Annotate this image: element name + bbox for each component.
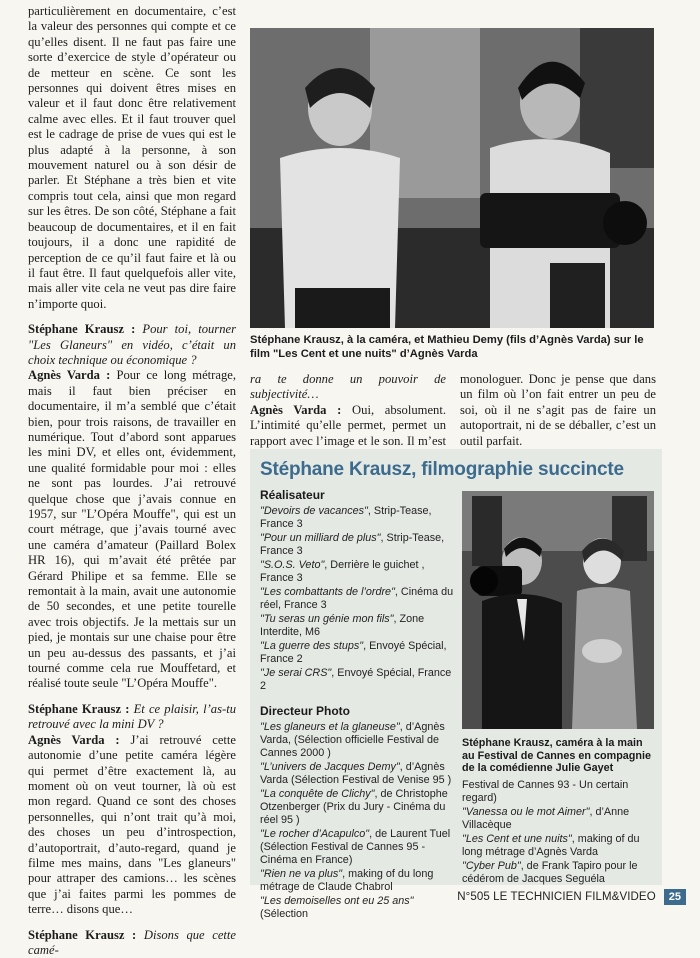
filmography-entry — [462, 779, 658, 805]
paragraph-text: Et ce plaisir, l’as-tu retrouvé avec la mini DV ? — [28, 701, 236, 732]
entry-title: "Vanessa ou le mot Aimer" — [462, 806, 590, 818]
filmography-entry — [260, 895, 460, 921]
filmography-entry — [260, 788, 460, 827]
entry-title: "Les glaneurs et la glaneuse" — [260, 721, 400, 733]
article-column-1 — [28, 4, 236, 958]
entry-title: "Cyber Pub" — [462, 860, 521, 872]
entry-details: , d’Anne Villacèque — [462, 806, 630, 831]
page-number: 25 — [664, 889, 686, 905]
photo-illustration — [462, 491, 654, 729]
filmography-list-continued — [462, 779, 658, 887]
filmography-entry — [260, 532, 460, 558]
filmography-entry — [260, 667, 460, 693]
paragraph-text: Disons que cette camé- — [28, 927, 236, 957]
paragraph — [28, 368, 236, 692]
filmography-entry — [462, 860, 658, 886]
entry-title: "Les Cent et une nuits" — [462, 833, 572, 845]
speaker-name: Stéphane Krausz : — [28, 927, 137, 942]
paragraph — [28, 733, 236, 918]
entry-title: "L’univers de Jacques Demy" — [260, 761, 400, 773]
entry-title: "Rien ne va plus" — [260, 868, 343, 880]
entry-details: Festival de Cannes 93 - Un certain regard) — [462, 779, 629, 804]
entry-details: , Strip-Tease, France 3 — [260, 532, 445, 557]
filmography-entry — [462, 806, 658, 832]
entry-title: "Le rocher d’Acapulco" — [260, 828, 370, 840]
entry-title: "La guerre des stups" — [260, 640, 364, 652]
paragraph-text: monologuer. Donc je pense que dans un film où l’on fait entrer un peu de soi, où il ne s’agit pas de faire un autoportrait, ni de se déballer, c’est un outil parfait. — [460, 372, 656, 448]
entry-title: "Tu seras un génie mon fils" — [260, 613, 394, 625]
filmography-entry — [260, 721, 460, 760]
paragraph — [28, 928, 236, 958]
section-heading: Directeur Photo — [260, 704, 351, 718]
photo-caption: Stéphane Krausz, à la caméra, et Mathieu Demy (fils d’Agnès Varda) sur le film "Les Cent et une nuits" d’Agnès Varda — [250, 334, 644, 360]
entry-title: "Devoirs de vacances" — [260, 505, 368, 517]
paragraph — [28, 322, 236, 368]
entry-title: "Les demoiselles ont eu 25 ans" — [260, 895, 414, 907]
filmography-entry — [260, 828, 460, 867]
paragraph — [460, 372, 656, 449]
paragraph — [28, 4, 236, 312]
speaker-name: Agnès Varda : — [28, 732, 120, 747]
paragraph-text: J’ai retrouvé cette autonomie d’une petite caméra légère qui permet d’être exactement là, au moment où on veut tourner, là où est mon regard. Quand ce sont des choses personnelles, qui n’ont trait qu’à moi, des choses un peu d’introspection, d’autoportrait, d’auto-regard, quand je filme mes mains, dans "Les glaneurs" pour attraper des camions… les scènes que j’ai faites parmi les pommes de terre… disons que… — [28, 732, 236, 917]
entry-details: , Envoyé Spécial, France 2 — [260, 667, 452, 692]
filmography-entry — [260, 613, 460, 639]
paragraph — [250, 372, 446, 403]
paragraph-text: ra te donne un pouvoir de subjectivité… — [250, 372, 446, 402]
entry-title: "Les combattants de l’ordre" — [260, 586, 395, 598]
entry-details: , Derrière le guichet , France 3 — [260, 559, 425, 584]
entry-details: , Envoyé Spécial, France 2 — [260, 640, 447, 665]
article-column-3 — [460, 372, 656, 449]
speaker-name: Agnès Varda : — [28, 368, 111, 383]
speaker-name: Stéphane Krausz : — [28, 322, 136, 337]
filmography-list — [260, 487, 460, 922]
page-footer — [457, 888, 686, 906]
paragraph-text: Pour ce long métrage, mais il faut bien préciser en documentaire, il m’a semblé que c’était bien, pour trois raisons, de travailler en numérique. Tout d’abord sont apparues les mini DV, et elles ont, évidemment, une qualité formidable pour moi : elles ne sont pas lourdes. J’ai retrouvé quelque chose que j’avais connue en 1957, sur "L’Opéra Mouffe", qui est un court métrage, que j’avais tourné avec une caméra d’amateur (Paillard Bolex HR 16), qui m’avait été prêtée par Gérard Philipe et sa femme. Elle se remontait à la main, avait une autonomie de 50 secondes, et une petite tourelle avec trois objectifs. Je la mettais sur un pied, je montais sur une chaise pour être un peu au-dessus des passants, et j’ai tourné comme cela rue Mouffetard, et réalisé toute seule "L’Opéra Mouffe". — [28, 368, 236, 691]
filmography-entry — [260, 640, 460, 666]
filmography-entry — [260, 868, 460, 894]
magazine-issue: N°505 LE TECHNICIEN FILM&VIDEO — [457, 891, 656, 903]
entry-details: , d’Agnès Varda (Sélection Festival de Venise 95 ) — [260, 761, 452, 786]
paragraph-text: Oui, absolument. L’intimité qu’elle permet, permet un rapport avec l’image et le son. Il m’est — [250, 402, 446, 448]
entry-title: "Je serai CRS" — [260, 667, 332, 679]
filmography-title: Stéphane Krausz, filmographie succincte — [260, 459, 624, 480]
filmography-entry — [260, 761, 460, 787]
entry-details: , de Frank Tapiro pour le cédérom de Jacques Seguéla — [462, 860, 638, 885]
entry-title: "Pour un milliard de plus" — [260, 532, 381, 544]
photo-illustration — [250, 28, 654, 328]
paragraph — [28, 702, 236, 733]
filmography-entry — [260, 586, 460, 612]
section-heading: Réalisateur — [260, 488, 325, 502]
filmography-entry — [462, 833, 658, 859]
paragraph-text: particulièrement en documentaire, c’est la valeur des personnes qui compte et ce qu’elles disent. Il ne faut pas faire une sorte d’exercice de style d’opérateur ou de metteur en scène. Ce sont les personnes qui doivent êtres mises en valeur et il faut donc être relativement calme avec elles. Et il faut trouver quel est le cadrage de prise de vues qui est le plus adapté à la personne, à son mouvement naturel ou à son désir de parler. Et Stéphane a très bien et vite compris tout cela, ainsi que mon regard sur les êtres. De son côté, Stéphane a fait beaucoup de documentaires, et il en fait toujours, il a donc une rapidité de perception de ce qu’il faut faire et là ou il faut être. Il faut quelquefois aller vite, mais aller vite cela ne veut pas dire faire n’importe quoi. — [28, 4, 236, 311]
entry-details: , d’Agnès Varda, (Sélection officielle Festival de Cannes 2000 ) — [260, 721, 445, 759]
speaker-name: Agnès Varda : — [250, 402, 342, 417]
photo-caption-cannes: Stéphane Krausz, caméra à la main au Festival de Cannes en compagnie de la comédienne Julie Gayet — [462, 737, 652, 775]
entry-details: , making of du long métrage de Claude Chabrol — [260, 868, 434, 893]
entry-details: , Zone Interdite, M6 — [260, 613, 425, 638]
photo-krausz-cannes — [462, 491, 654, 729]
entry-details: , Cinéma du réel, France 3 — [260, 586, 454, 611]
filmography-entry — [260, 505, 460, 531]
entry-title: "S.O.S. Veto" — [260, 559, 325, 571]
speaker-name: Stéphane Krausz : — [28, 701, 130, 716]
entry-details: , Strip-Tease, France 3 — [260, 505, 432, 530]
entry-title: "La conquête de Clichy" — [260, 788, 375, 800]
entry-details: , making of du long métrage d’Agnès Varda — [462, 833, 640, 858]
entry-details: , de Laurent Tuel (Sélection Festival de Cannes 95 - Cinéma en France) — [260, 828, 451, 866]
photo-krausz-demy — [250, 28, 654, 328]
filmography-entry — [260, 559, 460, 585]
entry-details: (Sélection — [260, 908, 309, 920]
paragraph-text: Pour toi, tourner "Les Glaneurs" en vidéo, c’était un choix technique ou économique ? — [28, 322, 236, 367]
entry-details: , de Christophe Otzenberger (Prix du Jury - Cinéma du réel 95 ) — [260, 788, 448, 826]
